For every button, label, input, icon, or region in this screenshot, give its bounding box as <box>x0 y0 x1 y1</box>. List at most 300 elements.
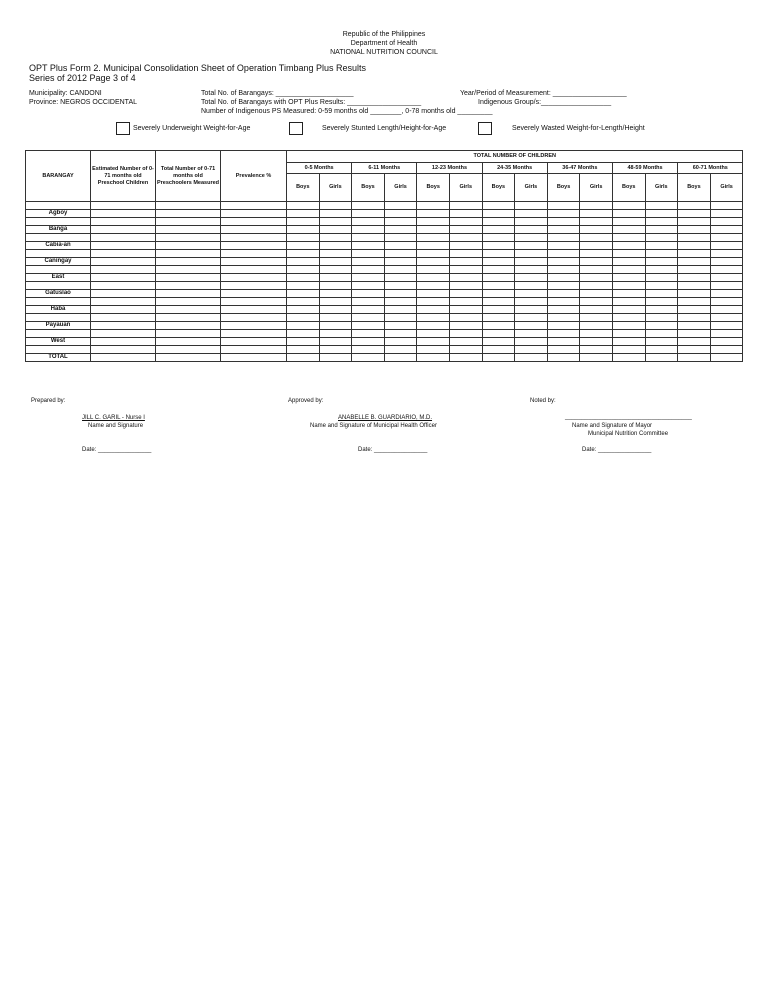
stunted-checkbox[interactable] <box>289 122 303 135</box>
data-cell[interactable] <box>221 210 287 218</box>
data-cell[interactable] <box>449 226 482 234</box>
data-cell[interactable] <box>352 226 385 234</box>
data-cell[interactable] <box>547 234 580 242</box>
data-cell[interactable] <box>515 218 548 226</box>
data-cell[interactable] <box>417 250 450 258</box>
data-cell[interactable] <box>384 290 417 298</box>
data-cell[interactable] <box>547 330 580 338</box>
data-cell[interactable] <box>580 306 613 314</box>
data-cell[interactable] <box>417 274 450 282</box>
data-cell[interactable] <box>612 242 645 250</box>
data-cell[interactable] <box>287 258 320 266</box>
data-cell[interactable] <box>612 234 645 242</box>
data-cell[interactable] <box>515 290 548 298</box>
data-cell[interactable] <box>319 266 352 274</box>
data-cell[interactable] <box>710 346 743 354</box>
data-cell[interactable] <box>710 322 743 330</box>
data-cell[interactable] <box>221 346 287 354</box>
data-cell[interactable] <box>449 346 482 354</box>
data-cell[interactable] <box>482 346 515 354</box>
data-cell[interactable] <box>384 354 417 362</box>
data-cell[interactable] <box>221 226 287 234</box>
data-cell[interactable] <box>156 306 221 314</box>
data-cell[interactable] <box>678 354 711 362</box>
data-cell[interactable] <box>352 250 385 258</box>
data-cell[interactable] <box>156 322 221 330</box>
data-cell[interactable] <box>352 242 385 250</box>
data-cell[interactable] <box>482 218 515 226</box>
data-cell[interactable] <box>612 266 645 274</box>
data-cell[interactable] <box>449 250 482 258</box>
data-cell[interactable] <box>319 354 352 362</box>
data-cell[interactable] <box>417 322 450 330</box>
data-cell[interactable] <box>449 266 482 274</box>
data-cell[interactable] <box>449 314 482 322</box>
data-cell[interactable] <box>580 274 613 282</box>
data-cell[interactable] <box>645 218 678 226</box>
data-cell[interactable] <box>678 338 711 346</box>
data-cell[interactable] <box>612 258 645 266</box>
data-cell[interactable] <box>678 282 711 290</box>
data-cell[interactable] <box>645 226 678 234</box>
data-cell[interactable] <box>710 290 743 298</box>
data-cell[interactable] <box>612 210 645 218</box>
data-cell[interactable] <box>352 290 385 298</box>
data-cell[interactable] <box>156 330 221 338</box>
data-cell[interactable] <box>417 298 450 306</box>
data-cell[interactable] <box>384 330 417 338</box>
data-cell[interactable] <box>287 210 320 218</box>
data-cell[interactable] <box>645 266 678 274</box>
data-cell[interactable] <box>156 242 221 250</box>
data-cell[interactable] <box>449 298 482 306</box>
data-cell[interactable] <box>482 250 515 258</box>
data-cell[interactable] <box>449 234 482 242</box>
data-cell[interactable] <box>156 314 221 322</box>
data-cell[interactable] <box>449 338 482 346</box>
data-cell[interactable] <box>645 354 678 362</box>
data-cell[interactable] <box>645 250 678 258</box>
data-cell[interactable] <box>417 306 450 314</box>
data-cell[interactable] <box>221 306 287 314</box>
data-cell[interactable] <box>221 314 287 322</box>
data-cell[interactable] <box>612 226 645 234</box>
data-cell[interactable] <box>645 202 678 210</box>
data-cell[interactable] <box>384 258 417 266</box>
data-cell[interactable] <box>221 330 287 338</box>
data-cell[interactable] <box>645 314 678 322</box>
data-cell[interactable] <box>515 306 548 314</box>
data-cell[interactable] <box>287 274 320 282</box>
data-cell[interactable] <box>580 202 613 210</box>
data-cell[interactable] <box>91 338 156 346</box>
data-cell[interactable] <box>482 322 515 330</box>
data-cell[interactable] <box>515 338 548 346</box>
data-cell[interactable] <box>91 306 156 314</box>
data-cell[interactable] <box>710 258 743 266</box>
data-cell[interactable] <box>482 290 515 298</box>
data-cell[interactable] <box>645 282 678 290</box>
data-cell[interactable] <box>417 338 450 346</box>
data-cell[interactable] <box>449 290 482 298</box>
data-cell[interactable] <box>156 226 221 234</box>
data-cell[interactable] <box>287 226 320 234</box>
data-cell[interactable] <box>417 234 450 242</box>
data-cell[interactable] <box>580 346 613 354</box>
data-cell[interactable] <box>417 266 450 274</box>
data-cell[interactable] <box>547 242 580 250</box>
data-cell[interactable] <box>319 218 352 226</box>
data-cell[interactable] <box>287 202 320 210</box>
data-cell[interactable] <box>156 266 221 274</box>
data-cell[interactable] <box>547 314 580 322</box>
data-cell[interactable] <box>645 274 678 282</box>
data-cell[interactable] <box>678 242 711 250</box>
data-cell[interactable] <box>645 258 678 266</box>
data-cell[interactable] <box>156 290 221 298</box>
data-cell[interactable] <box>710 242 743 250</box>
data-cell[interactable] <box>710 218 743 226</box>
data-cell[interactable] <box>287 250 320 258</box>
data-cell[interactable] <box>482 306 515 314</box>
data-cell[interactable] <box>612 218 645 226</box>
data-cell[interactable] <box>547 226 580 234</box>
data-cell[interactable] <box>287 346 320 354</box>
data-cell[interactable] <box>678 330 711 338</box>
data-cell[interactable] <box>287 298 320 306</box>
data-cell[interactable] <box>449 258 482 266</box>
data-cell[interactable] <box>515 322 548 330</box>
data-cell[interactable] <box>384 250 417 258</box>
data-cell[interactable] <box>678 266 711 274</box>
data-cell[interactable] <box>710 250 743 258</box>
data-cell[interactable] <box>156 354 221 362</box>
data-cell[interactable] <box>352 338 385 346</box>
data-cell[interactable] <box>612 298 645 306</box>
data-cell[interactable] <box>449 210 482 218</box>
data-cell[interactable] <box>547 354 580 362</box>
data-cell[interactable] <box>449 202 482 210</box>
data-cell[interactable] <box>156 258 221 266</box>
data-cell[interactable] <box>221 202 287 210</box>
data-cell[interactable] <box>710 330 743 338</box>
data-cell[interactable] <box>319 330 352 338</box>
data-cell[interactable] <box>580 322 613 330</box>
data-cell[interactable] <box>319 274 352 282</box>
data-cell[interactable] <box>482 202 515 210</box>
data-cell[interactable] <box>319 202 352 210</box>
data-cell[interactable] <box>384 202 417 210</box>
data-cell[interactable] <box>91 290 156 298</box>
data-cell[interactable] <box>515 226 548 234</box>
data-cell[interactable] <box>449 306 482 314</box>
data-cell[interactable] <box>710 314 743 322</box>
data-cell[interactable] <box>547 346 580 354</box>
data-cell[interactable] <box>612 322 645 330</box>
data-cell[interactable] <box>515 274 548 282</box>
data-cell[interactable] <box>384 234 417 242</box>
data-cell[interactable] <box>91 282 156 290</box>
data-cell[interactable] <box>319 234 352 242</box>
underweight-checkbox[interactable] <box>116 122 130 135</box>
data-cell[interactable] <box>417 226 450 234</box>
data-cell[interactable] <box>678 322 711 330</box>
data-cell[interactable] <box>515 234 548 242</box>
data-cell[interactable] <box>612 330 645 338</box>
data-cell[interactable] <box>91 266 156 274</box>
data-cell[interactable] <box>287 330 320 338</box>
data-cell[interactable] <box>482 242 515 250</box>
data-cell[interactable] <box>221 266 287 274</box>
data-cell[interactable] <box>319 290 352 298</box>
data-cell[interactable] <box>91 210 156 218</box>
data-cell[interactable] <box>612 306 645 314</box>
data-cell[interactable] <box>580 298 613 306</box>
data-cell[interactable] <box>352 354 385 362</box>
data-cell[interactable] <box>91 314 156 322</box>
data-cell[interactable] <box>156 202 221 210</box>
data-cell[interactable] <box>482 210 515 218</box>
data-cell[interactable] <box>678 298 711 306</box>
data-cell[interactable] <box>156 298 221 306</box>
data-cell[interactable] <box>678 290 711 298</box>
data-cell[interactable] <box>449 330 482 338</box>
data-cell[interactable] <box>384 346 417 354</box>
data-cell[interactable] <box>515 298 548 306</box>
data-cell[interactable] <box>156 234 221 242</box>
data-cell[interactable] <box>319 306 352 314</box>
data-cell[interactable] <box>384 314 417 322</box>
data-cell[interactable] <box>319 258 352 266</box>
data-cell[interactable] <box>287 354 320 362</box>
data-cell[interactable] <box>319 314 352 322</box>
data-cell[interactable] <box>580 250 613 258</box>
data-cell[interactable] <box>384 226 417 234</box>
data-cell[interactable] <box>710 274 743 282</box>
data-cell[interactable] <box>156 210 221 218</box>
data-cell[interactable] <box>352 322 385 330</box>
data-cell[interactable] <box>710 226 743 234</box>
data-cell[interactable] <box>482 354 515 362</box>
data-cell[interactable] <box>482 274 515 282</box>
data-cell[interactable] <box>515 210 548 218</box>
data-cell[interactable] <box>417 202 450 210</box>
data-cell[interactable] <box>580 242 613 250</box>
data-cell[interactable] <box>710 282 743 290</box>
data-cell[interactable] <box>221 258 287 266</box>
data-cell[interactable] <box>449 282 482 290</box>
data-cell[interactable] <box>482 226 515 234</box>
data-cell[interactable] <box>91 274 156 282</box>
data-cell[interactable] <box>547 290 580 298</box>
data-cell[interactable] <box>645 290 678 298</box>
data-cell[interactable] <box>645 210 678 218</box>
data-cell[interactable] <box>156 346 221 354</box>
data-cell[interactable] <box>580 266 613 274</box>
data-cell[interactable] <box>91 242 156 250</box>
data-cell[interactable] <box>515 250 548 258</box>
data-cell[interactable] <box>352 234 385 242</box>
data-cell[interactable] <box>515 202 548 210</box>
data-cell[interactable] <box>91 322 156 330</box>
data-cell[interactable] <box>384 218 417 226</box>
data-cell[interactable] <box>645 322 678 330</box>
data-cell[interactable] <box>417 258 450 266</box>
data-cell[interactable] <box>352 210 385 218</box>
data-cell[interactable] <box>580 290 613 298</box>
data-cell[interactable] <box>547 250 580 258</box>
data-cell[interactable] <box>319 298 352 306</box>
data-cell[interactable] <box>678 306 711 314</box>
data-cell[interactable] <box>710 234 743 242</box>
data-cell[interactable] <box>678 314 711 322</box>
data-cell[interactable] <box>91 226 156 234</box>
data-cell[interactable] <box>515 314 548 322</box>
data-cell[interactable] <box>482 282 515 290</box>
data-cell[interactable] <box>515 258 548 266</box>
data-cell[interactable] <box>352 266 385 274</box>
data-cell[interactable] <box>580 330 613 338</box>
data-cell[interactable] <box>417 242 450 250</box>
data-cell[interactable] <box>710 210 743 218</box>
data-cell[interactable] <box>678 218 711 226</box>
data-cell[interactable] <box>352 258 385 266</box>
data-cell[interactable] <box>287 234 320 242</box>
data-cell[interactable] <box>449 354 482 362</box>
data-cell[interactable] <box>710 306 743 314</box>
data-cell[interactable] <box>287 266 320 274</box>
data-cell[interactable] <box>91 202 156 210</box>
data-cell[interactable] <box>547 202 580 210</box>
data-cell[interactable] <box>319 210 352 218</box>
data-cell[interactable] <box>449 274 482 282</box>
data-cell[interactable] <box>384 298 417 306</box>
data-cell[interactable] <box>482 298 515 306</box>
data-cell[interactable] <box>678 202 711 210</box>
data-cell[interactable] <box>91 258 156 266</box>
data-cell[interactable] <box>515 266 548 274</box>
data-cell[interactable] <box>580 354 613 362</box>
data-cell[interactable] <box>287 218 320 226</box>
data-cell[interactable] <box>678 210 711 218</box>
data-cell[interactable] <box>221 290 287 298</box>
data-cell[interactable] <box>547 338 580 346</box>
data-cell[interactable] <box>287 322 320 330</box>
data-cell[interactable] <box>547 306 580 314</box>
data-cell[interactable] <box>678 250 711 258</box>
data-cell[interactable] <box>417 290 450 298</box>
data-cell[interactable] <box>384 338 417 346</box>
data-cell[interactable] <box>612 314 645 322</box>
data-cell[interactable] <box>156 218 221 226</box>
data-cell[interactable] <box>417 330 450 338</box>
data-cell[interactable] <box>221 298 287 306</box>
data-cell[interactable] <box>352 346 385 354</box>
data-cell[interactable] <box>449 242 482 250</box>
data-cell[interactable] <box>645 306 678 314</box>
data-cell[interactable] <box>482 266 515 274</box>
data-cell[interactable] <box>417 354 450 362</box>
data-cell[interactable] <box>710 338 743 346</box>
data-cell[interactable] <box>221 250 287 258</box>
data-cell[interactable] <box>515 242 548 250</box>
data-cell[interactable] <box>319 250 352 258</box>
data-cell[interactable] <box>678 226 711 234</box>
data-cell[interactable] <box>417 218 450 226</box>
data-cell[interactable] <box>547 218 580 226</box>
data-cell[interactable] <box>287 338 320 346</box>
data-cell[interactable] <box>319 338 352 346</box>
data-cell[interactable] <box>352 282 385 290</box>
data-cell[interactable] <box>547 210 580 218</box>
data-cell[interactable] <box>417 210 450 218</box>
data-cell[interactable] <box>710 202 743 210</box>
data-cell[interactable] <box>580 234 613 242</box>
data-cell[interactable] <box>417 346 450 354</box>
data-cell[interactable] <box>710 266 743 274</box>
data-cell[interactable] <box>319 282 352 290</box>
data-cell[interactable] <box>612 290 645 298</box>
data-cell[interactable] <box>156 250 221 258</box>
data-cell[interactable] <box>384 210 417 218</box>
data-cell[interactable] <box>91 354 156 362</box>
data-cell[interactable] <box>91 250 156 258</box>
data-cell[interactable] <box>352 202 385 210</box>
data-cell[interactable] <box>91 346 156 354</box>
data-cell[interactable] <box>547 282 580 290</box>
data-cell[interactable] <box>547 322 580 330</box>
data-cell[interactable] <box>352 306 385 314</box>
data-cell[interactable] <box>221 354 287 362</box>
data-cell[interactable] <box>221 274 287 282</box>
data-cell[interactable] <box>221 234 287 242</box>
data-cell[interactable] <box>384 274 417 282</box>
data-cell[interactable] <box>482 330 515 338</box>
data-cell[interactable] <box>645 234 678 242</box>
data-cell[interactable] <box>352 218 385 226</box>
data-cell[interactable] <box>91 330 156 338</box>
data-cell[interactable] <box>678 234 711 242</box>
data-cell[interactable] <box>612 338 645 346</box>
data-cell[interactable] <box>580 210 613 218</box>
data-cell[interactable] <box>384 242 417 250</box>
data-cell[interactable] <box>612 202 645 210</box>
data-cell[interactable] <box>417 282 450 290</box>
data-cell[interactable] <box>287 290 320 298</box>
data-cell[interactable] <box>319 346 352 354</box>
data-cell[interactable] <box>156 338 221 346</box>
data-cell[interactable] <box>449 218 482 226</box>
data-cell[interactable] <box>678 346 711 354</box>
data-cell[interactable] <box>482 234 515 242</box>
data-cell[interactable] <box>482 314 515 322</box>
data-cell[interactable] <box>612 354 645 362</box>
data-cell[interactable] <box>352 298 385 306</box>
data-cell[interactable] <box>221 218 287 226</box>
data-cell[interactable] <box>482 338 515 346</box>
data-cell[interactable] <box>319 242 352 250</box>
data-cell[interactable] <box>645 346 678 354</box>
data-cell[interactable] <box>580 282 613 290</box>
data-cell[interactable] <box>156 282 221 290</box>
data-cell[interactable] <box>547 258 580 266</box>
data-cell[interactable] <box>319 226 352 234</box>
data-cell[interactable] <box>612 282 645 290</box>
data-cell[interactable] <box>580 258 613 266</box>
data-cell[interactable] <box>91 234 156 242</box>
data-cell[interactable] <box>287 282 320 290</box>
data-cell[interactable] <box>287 242 320 250</box>
